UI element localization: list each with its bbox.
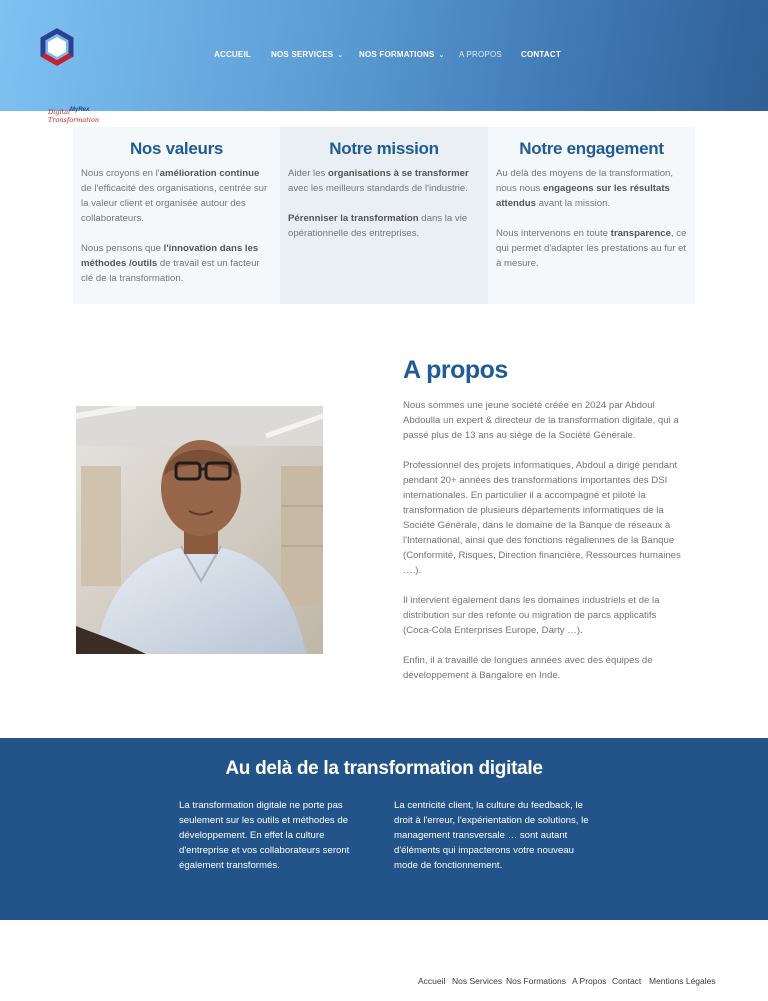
nav-accueil[interactable]: ACCUEIL xyxy=(214,50,251,59)
text-strong: organisations à se transformer xyxy=(328,168,469,179)
about-paragraph: Nous sommes une jeune société créée en 2024 par Abdoul Abdoulla un expert & directeur de la transformation digitale, qui a passé plus de 13 ans au siège de la Société Générale. xyxy=(403,400,679,441)
footer-nav xyxy=(0,976,768,990)
footer-link-accueil[interactable]: Accueil xyxy=(418,976,446,986)
engagement-column xyxy=(488,127,695,304)
footer-link-mentions-legales[interactable]: Mentions Légales xyxy=(649,976,716,986)
nav-contact[interactable]: CONTACT xyxy=(521,50,561,59)
band-text-left: La transformation digitale ne porte pas seulement sur les outils et méthodes de développement. En effet la culture d'entreprise et vos collaborateurs seront également transformés. xyxy=(179,800,350,871)
digital-transformation-band xyxy=(0,738,768,920)
footer-link-nos-formations[interactable]: Nos Formations xyxy=(506,976,566,986)
engagement-text xyxy=(496,166,687,211)
text-strong: l'innovation dans les méthodes /outils xyxy=(81,243,259,269)
text-run: de travail est un facteur clé de la transformation. xyxy=(81,258,260,284)
engagement-title: Notre engagement xyxy=(519,139,664,158)
values-column xyxy=(73,127,280,304)
text-run: de l'efficacité des organisations, centrée sur la valeur client et organisée autour des collaborateurs. xyxy=(81,183,268,224)
text-run: dans la vie opérationnelle des entreprises. xyxy=(288,213,468,239)
logo-hexagon-icon xyxy=(24,28,94,88)
footer-link-a-propos[interactable]: A Propos xyxy=(572,976,607,986)
about-paragraph: Professionnel des projets informatiques, Abdoul a dirigé pendant pendant 20+ années des transformations importantes des DSI internationales. En particulier il a accompagné et piloté la transformation de plusieurs départements informatiques de la Société Générale, dans le domaine de la Banque de réseaux à l'International, ainsi que des fonctions régaliennes de la Banque (Conformité, Risques, Direction financière, Ressources humaines ….). xyxy=(403,460,681,576)
band-title: Au delà de la transformation digitale xyxy=(225,758,543,779)
chevron-down-icon: ⌄ xyxy=(438,52,445,59)
nav-nos-services[interactable] xyxy=(271,50,343,59)
portrait-image xyxy=(76,406,323,654)
text-run: , ce qui permet d'adapter les prestations au fur et à mesure. xyxy=(496,228,687,269)
mission-column xyxy=(280,127,488,304)
text-run: Aider les xyxy=(288,168,328,179)
mission-title: Notre mission xyxy=(329,139,439,158)
text-run: Nous pensons que xyxy=(81,243,164,254)
nav-nos-services-label: NOS SERVICES xyxy=(271,50,334,59)
text-run: avant la mission. xyxy=(535,198,611,209)
chevron-down-icon: ⌄ xyxy=(337,52,344,59)
footer-link-contact[interactable]: Contact xyxy=(612,976,642,986)
nav-nos-formations-label: NOS FORMATIONS xyxy=(359,50,435,59)
values-text xyxy=(81,166,272,226)
values-section xyxy=(73,127,695,304)
text-run: avec les meilleurs standards de l'industrie. xyxy=(288,183,468,194)
logo-tagline: Digital Transformation xyxy=(48,108,100,124)
band-text-right: La centricité client, la culture du feedback, le droit à l'erreur, l'expérientation de solutions, le management transversale … sont autant d'éléments qui impacterons votre nouveau mode de fonctionnement. xyxy=(394,800,589,871)
footer-link-nos-services[interactable]: Nos Services xyxy=(452,976,503,986)
text-strong: engageons sur les résultats attendus xyxy=(496,183,670,209)
text-strong: amélioration continue xyxy=(159,168,260,179)
text-strong: Pérenniser la transformation xyxy=(288,213,419,224)
company-logo[interactable] xyxy=(24,28,100,124)
values-text xyxy=(81,241,272,286)
founder-photo xyxy=(76,406,323,654)
text-run: Nous intervenons en toute xyxy=(496,228,611,239)
text-strong: transparence xyxy=(610,228,671,239)
nav-nos-formations[interactable] xyxy=(359,50,445,59)
about-paragraph: Enfin, il a travaillé de longues années avec des équipes de développement à Bangalore en Inde. xyxy=(403,655,653,681)
text-run: Nous croyons en l' xyxy=(81,168,160,179)
engagement-text xyxy=(496,226,687,271)
about-title: A propos xyxy=(403,356,508,384)
nav-a-propos[interactable]: A PROPOS xyxy=(459,50,502,59)
values-title: Nos valeurs xyxy=(129,139,224,158)
mission-text xyxy=(288,211,480,241)
about-paragraph: Il intervient également dans les domaines industriels et de la distribution sur des refonte ou migration de parcs applicatifs (Coca-Cola Enterprises Europe, Darty …). xyxy=(403,595,660,636)
mission-text xyxy=(288,166,480,196)
site-header xyxy=(0,0,768,124)
logo-wordmark: MyRex xyxy=(70,107,90,113)
about-text xyxy=(403,398,683,698)
text-run: Au delà des moyens de la transformation, nous nous xyxy=(496,168,674,194)
